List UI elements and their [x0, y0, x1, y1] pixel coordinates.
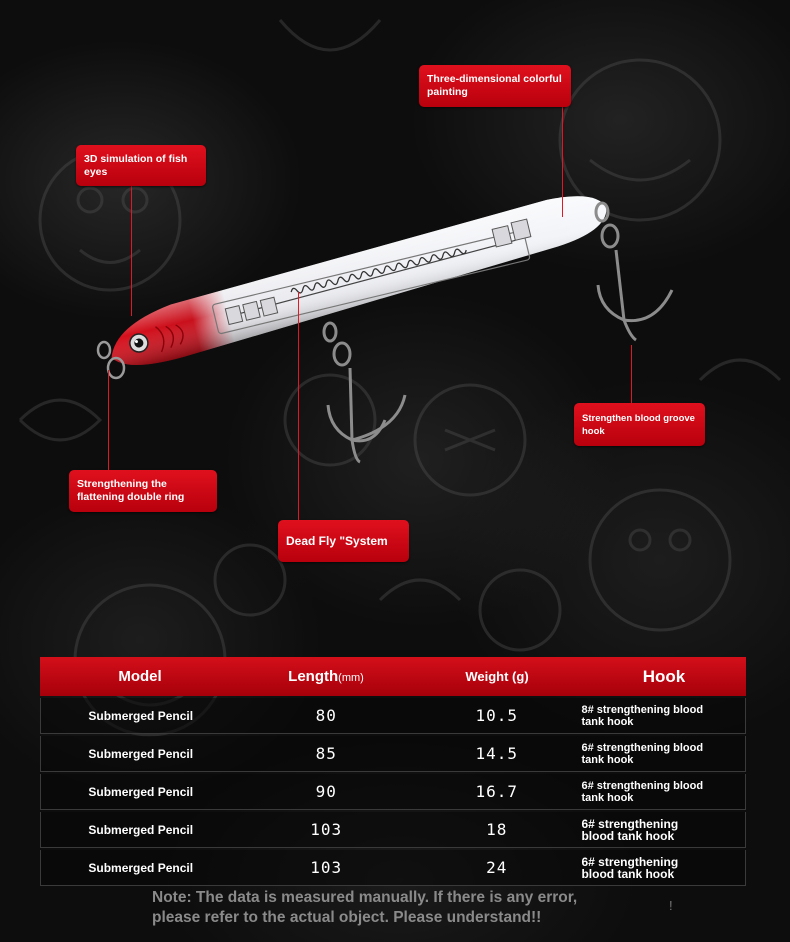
cell-weight: 18	[486, 820, 508, 839]
header-length-label: Length	[288, 668, 339, 685]
callout-ring-label: Strengthening the flattening double ring	[77, 478, 185, 503]
header-hook: Hook	[642, 666, 686, 686]
cell-hook-line1: 6# strengthening blood	[581, 779, 704, 792]
cell-length: 90	[315, 782, 337, 801]
cell-hook-line1: 6# strengthening	[581, 854, 679, 869]
cell-model: Submerged Pencil	[88, 822, 194, 837]
leader-eyes	[131, 186, 132, 316]
table-row	[40, 698, 746, 734]
cell-hook-line2: tank hook	[581, 715, 634, 728]
callout-dead-fly	[278, 520, 409, 562]
cell-hook-line1: 6# strengthening blood	[581, 741, 704, 754]
cell-hook-line2: blood tank hook	[581, 866, 675, 881]
cell-length: 85	[315, 744, 337, 763]
cell-model: Submerged Pencil	[88, 860, 194, 875]
table-header	[40, 657, 746, 696]
callout-ring	[69, 470, 217, 512]
cell-hook	[581, 742, 745, 766]
cell-model: Submerged Pencil	[88, 746, 194, 761]
header-length	[240, 668, 412, 685]
belly-treble-hook	[324, 323, 405, 462]
header-weight: Weight (g)	[465, 669, 529, 684]
cell-length: 80	[315, 706, 337, 725]
cell-hook-line2: tank hook	[581, 791, 634, 804]
callout-groove	[574, 403, 705, 446]
cell-model: Submerged Pencil	[88, 784, 194, 799]
callout-groove-label: Strengthen blood groove hook	[582, 412, 695, 437]
cell-hook	[581, 818, 745, 842]
cell-hook-line2: tank hook	[581, 753, 634, 766]
tail-treble-hook	[596, 203, 672, 340]
note-line2: please refer to the actual object. Please understand!!	[152, 909, 542, 926]
table-row	[40, 774, 746, 810]
cell-hook-line1: 8# strengthening blood	[581, 703, 704, 716]
callout-eyes-label: 3D simulation of fish eyes	[84, 152, 188, 178]
cell-length: 103	[310, 858, 343, 877]
cell-weight: 14.5	[475, 744, 518, 763]
cell-length: 103	[310, 820, 343, 839]
cell-hook	[581, 704, 745, 728]
callout-dead-fly-label: Dead Fly "System	[286, 533, 388, 548]
disclaimer-note	[152, 888, 672, 928]
header-length-unit: (mm)	[338, 672, 364, 684]
cell-weight: 24	[486, 858, 508, 877]
cell-weight: 16.7	[475, 782, 518, 801]
callout-eyes	[76, 145, 206, 186]
cell-hook-line2: blood tank hook	[581, 828, 675, 843]
cell-hook-line1: 6# strengthening	[581, 816, 679, 831]
leader-dead-fly	[298, 292, 299, 520]
exclamation-mark-icon: !	[669, 898, 673, 913]
table-row	[40, 850, 746, 886]
header-model: Model	[118, 668, 162, 685]
cell-weight: 10.5	[475, 706, 518, 725]
spec-table	[40, 657, 746, 886]
leader-painting	[562, 107, 563, 217]
table-row	[40, 812, 746, 848]
cell-model: Submerged Pencil	[88, 708, 194, 723]
callout-painting	[419, 65, 571, 107]
table-row	[40, 736, 746, 772]
callout-painting-label: Three-dimensional colorful painting	[427, 73, 562, 98]
cell-hook	[581, 780, 745, 804]
leader-groove	[631, 345, 632, 403]
cell-hook	[581, 856, 745, 880]
note-line1: Note: The data is measured manually. If there is any error,	[152, 889, 578, 906]
leader-ring	[108, 370, 109, 470]
